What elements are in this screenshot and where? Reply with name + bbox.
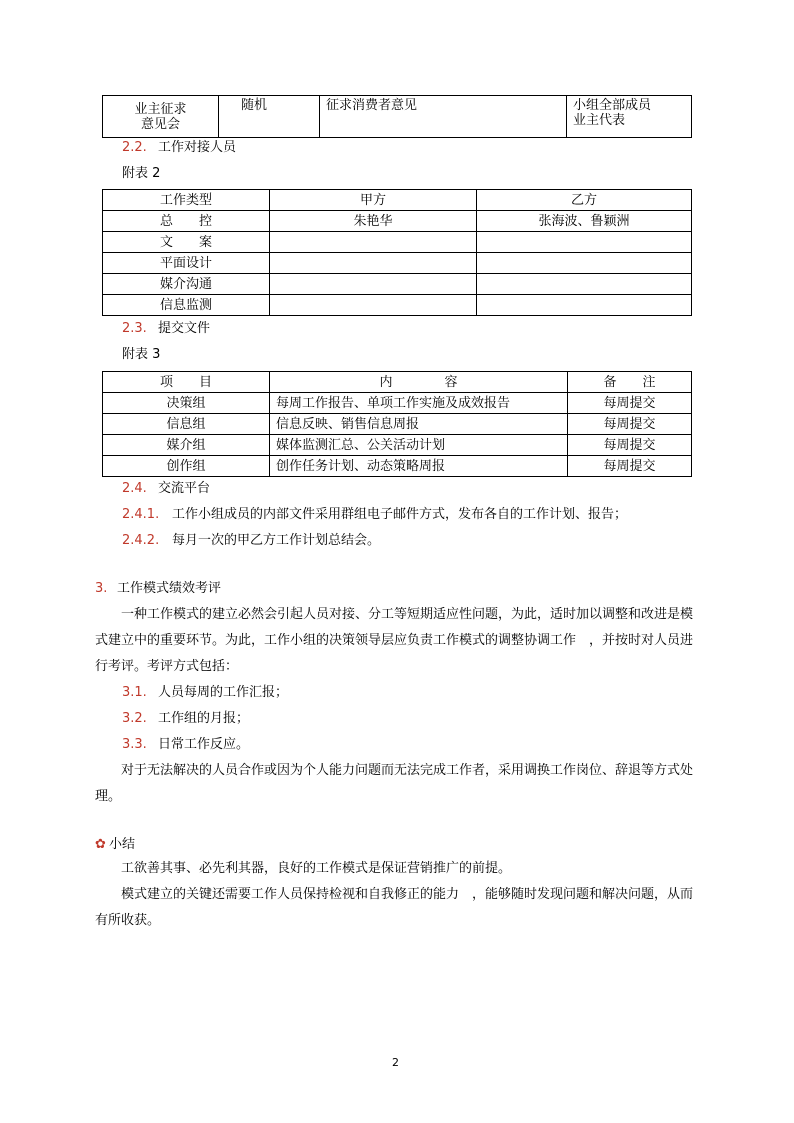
- table-cell: 征求消费者意见: [320, 96, 567, 138]
- section-number: 3.2.: [122, 711, 147, 726]
- column-header: 甲方: [270, 190, 477, 211]
- table-cell: 创作任务计划、动态策略周报: [270, 456, 568, 477]
- section-number: 2.4.: [122, 481, 147, 496]
- column-header: 内 容: [270, 372, 568, 393]
- section-text: 日常工作反应。: [158, 737, 250, 752]
- table-cell: 每周提交: [568, 393, 692, 414]
- summary-heading: [95, 836, 135, 854]
- appendix-label: 附表 3: [122, 347, 161, 362]
- body-paragraph: 一种工作模式的建立必然会引起人员对接、分工等短期适应性问题，为此，适时加以调整和改进是模式建立中的重要环节。为此，工作小组的决策领导层应负责工作模式的调整协调工作 ，并按时对人员进行考评。考评方式包括：: [95, 607, 694, 674]
- section-title: 工作模式绩效考评: [117, 581, 222, 596]
- table-cell: 媒介沟通: [103, 274, 270, 295]
- section-item-3-2: [122, 710, 249, 728]
- section-text: 工作小组成员的内部文件采用群组电子邮件方式，发布各自的工作计划、报告；: [172, 507, 628, 522]
- table-row: [103, 295, 692, 316]
- table-cell: 决策组: [103, 393, 270, 414]
- table-cell: [477, 274, 692, 295]
- summary-title: 小结: [109, 837, 136, 852]
- page-number: 2: [392, 1056, 399, 1069]
- section-text: 人员每周的工作汇报；: [158, 685, 289, 700]
- appendix-label: 附表 2: [122, 166, 161, 181]
- table-row: [103, 211, 692, 232]
- cell-line: 业主征求: [134, 101, 187, 117]
- section-number: 2.2.: [122, 140, 147, 155]
- table-cell: [477, 232, 692, 253]
- section-heading-3: [95, 580, 221, 598]
- column-header: 乙方: [477, 190, 692, 211]
- table-cell: 每周工作报告、单项工作实施及成效报告: [270, 393, 568, 414]
- table-cell: [567, 96, 692, 138]
- section-number: 2.4.2.: [122, 533, 160, 548]
- section-item-3-3: [122, 736, 249, 754]
- body-paragraph: 对于无法解决的人员合作或因为个人能力问题而无法完成工作者，采用调换工作岗位、辞退等方式处理。: [95, 763, 694, 804]
- column-header: 项 目: [103, 372, 270, 393]
- table-header-row: [103, 190, 692, 211]
- table-cell: 信息组: [103, 414, 270, 435]
- staff-table: [102, 189, 692, 316]
- table-row: [103, 393, 692, 414]
- table-cell: 平面设计: [103, 253, 270, 274]
- section-item-3-1: [122, 684, 288, 702]
- table-cell: 每周提交: [568, 456, 692, 477]
- table-row: [103, 232, 692, 253]
- table-row: [103, 96, 692, 138]
- summary-paragraph: 模式建立的关键还需要工作人员保持检视和自我修正的能力 ，能够随时发现问题和解决问题，从而有所收获。: [95, 887, 694, 928]
- section-item-2-4-2: [122, 532, 380, 550]
- documents-table: [102, 371, 692, 477]
- table-cell: 创作组: [103, 456, 270, 477]
- table-cell: 信息反映、销售信息周报: [270, 414, 568, 435]
- section-heading-2-4: [122, 480, 210, 498]
- section-number: 3.3.: [122, 737, 147, 752]
- table-cell: [270, 232, 477, 253]
- table-row: [103, 253, 692, 274]
- summary-paragraph: 工欲善其事、必先利其器，良好的工作模式是保证营销推广的前提。: [121, 861, 512, 876]
- section-number: 3.1.: [122, 685, 147, 700]
- table-cell: 朱艳华: [270, 211, 477, 232]
- table-cell: 随机: [219, 96, 320, 138]
- table-cell: [270, 274, 477, 295]
- section-text: 每月一次的甲乙方工作计划总结会。: [172, 533, 381, 548]
- section-heading-2-3: [122, 320, 210, 338]
- table-cell: 媒介组: [103, 435, 270, 456]
- section-number: 3.: [95, 581, 108, 596]
- section-item-2-4-1: [122, 506, 627, 524]
- table-row: [103, 456, 692, 477]
- table-header-row: [103, 372, 692, 393]
- table-cell: [270, 295, 477, 316]
- table-cell: 文 案: [103, 232, 270, 253]
- cell-line: 意见会: [140, 116, 180, 132]
- table-cell: 总 控: [103, 211, 270, 232]
- table-cell: [477, 295, 692, 316]
- table-cell: 信息监测: [103, 295, 270, 316]
- cell-line: 业主代表: [573, 113, 626, 128]
- section-number: 2.3.: [122, 321, 147, 336]
- table-cell: 媒体监测汇总、公关活动计划: [270, 435, 568, 456]
- table-row: [103, 274, 692, 295]
- cell-line: 小组全部成员: [573, 98, 652, 113]
- section-text: 工作组的月报；: [158, 711, 250, 726]
- flower-icon: ✿: [95, 837, 106, 852]
- column-header: 备 注: [568, 372, 692, 393]
- section-title: 交流平台: [158, 481, 211, 496]
- table-row: [103, 435, 692, 456]
- table-cell: 每周提交: [568, 435, 692, 456]
- column-header: 工作类型: [103, 190, 270, 211]
- section-number: 2.4.1.: [122, 507, 160, 522]
- section-title: 提交文件: [158, 321, 211, 336]
- table-cell: [477, 253, 692, 274]
- table-row: [103, 414, 692, 435]
- table-cell: 每周提交: [568, 414, 692, 435]
- table-cell: 张海波、鲁颖洲: [477, 211, 692, 232]
- table-cell: [270, 253, 477, 274]
- section-title: 工作对接人员: [158, 140, 237, 155]
- table-cell: [103, 96, 219, 138]
- table-continuation: [102, 95, 692, 138]
- section-heading-2-2: [122, 139, 236, 157]
